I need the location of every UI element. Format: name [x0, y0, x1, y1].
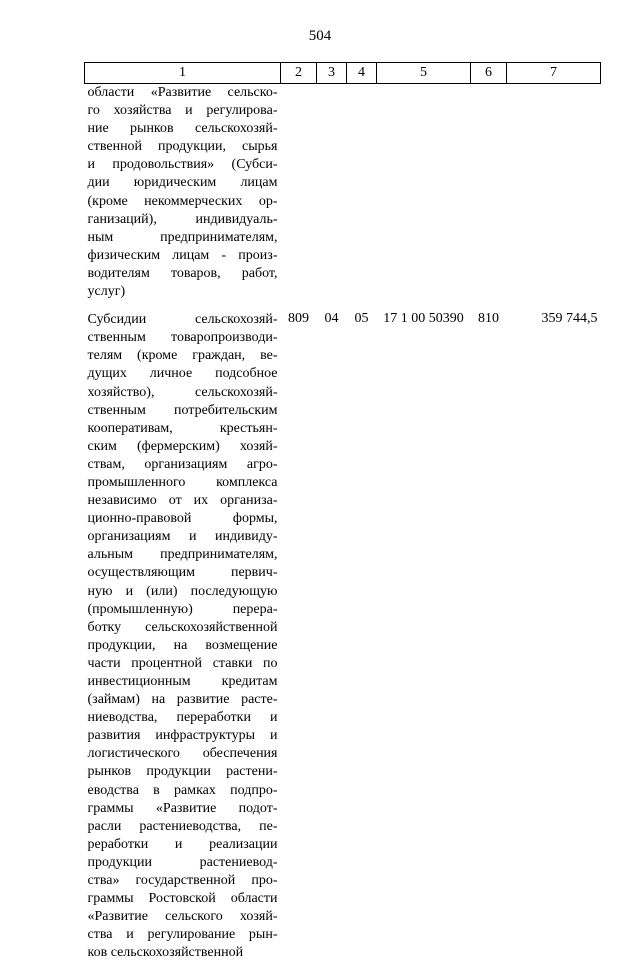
continued-description-line: водителям товаров, работ,: [87, 265, 278, 281]
row-description-line: рынков продукции растени-: [87, 764, 278, 780]
continued-description-line: услуг): [87, 284, 126, 300]
row-col-3: 04: [324, 311, 339, 327]
row-description-line: альным предпринимателям,: [87, 547, 278, 563]
continued-description-line: (кроме некоммерческих ор-: [87, 193, 278, 209]
header-col-7: 7: [507, 63, 601, 84]
table-row: [85, 311, 601, 962]
row-description-line: еводства в рамках подпро-: [87, 782, 278, 798]
row-description-line: кооперативам, крестьян-: [87, 420, 278, 436]
row-col-7: 359 744,5: [541, 311, 598, 327]
continued-description-line: ганизаций), индивидуаль-: [87, 211, 278, 227]
row-description-line: (промышленную) перера-: [87, 601, 278, 617]
row-description-line: ную и (или) последующую: [87, 583, 278, 599]
row-description-line: ков сельскохозяйственной: [87, 945, 244, 961]
row-description-line: инвестиционным кредитам: [87, 674, 278, 689]
row-description-line: ционно-правовой формы,: [87, 511, 278, 527]
row-description-line: граммы «Развитие подот-: [87, 800, 278, 816]
row-description-line: (займам) на развитие расте-: [87, 692, 278, 708]
row-description-line: реработки и реализации: [87, 836, 278, 852]
continued-description-line: физическим лицам - произ-: [87, 247, 278, 263]
header-col-3: 3: [317, 63, 347, 84]
budget-table: [84, 62, 601, 963]
row-col-2: 809: [288, 311, 309, 327]
continued-description-line: и продовольствия» (Субси-: [87, 157, 278, 173]
row-description: [85, 311, 281, 962]
row-description-line: Субсидии сельскохозяй-: [87, 312, 278, 328]
continued-description-line: ственной продукции, сырья: [87, 139, 278, 155]
header-row: [85, 63, 601, 84]
row-description-line: части процентной ставки по: [87, 655, 278, 671]
table-row-continued: [85, 84, 601, 302]
row-description-line: осуществляющим первич-: [87, 565, 278, 581]
row-description-line: ственным товаропроизводи-: [87, 330, 278, 346]
row-description-line: организациям и индивиду-: [87, 529, 278, 545]
row-description-line: ствам, организациям агро-: [87, 456, 278, 472]
header-col-2: 2: [281, 63, 317, 84]
header-col-1: 1: [85, 63, 281, 84]
row-description-line: промышленного комплекса: [87, 474, 278, 490]
page-number: 504: [308, 28, 332, 44]
row-description-line: хозяйство), сельскохозяй-: [87, 384, 278, 400]
row-description-line: расли растениеводства, пе-: [87, 818, 278, 834]
row-col-4: 05: [354, 311, 369, 327]
row-description-line: продукции растениевод-: [87, 854, 278, 870]
row-description-line: независимо от их организа-: [87, 493, 278, 509]
row-description-line: продукции, на возмещение: [87, 637, 278, 653]
continued-description-line: ние рынков сельскохозяй-: [87, 121, 278, 137]
row-description-line: развития инфраструктуры и: [87, 728, 278, 744]
continued-description-line: дии юридическим лицам: [87, 175, 278, 191]
row-col-5: 17 1 00 50390: [383, 311, 464, 327]
header-col-4: 4: [347, 63, 377, 84]
row-description-line: логистического обеспечения: [87, 746, 278, 762]
continued-description-line: ным предпринимателям,: [87, 229, 278, 245]
row-description-line: дущих личное подсобное: [87, 366, 278, 382]
continued-description: [85, 84, 281, 302]
row-description-line: ниеводства, переработки и: [87, 710, 278, 726]
row-description-line: ственным потребительским: [87, 402, 278, 418]
row-description-line: граммы Ростовской области: [87, 891, 278, 907]
row-description-line: телям (кроме граждан, ве-: [87, 348, 278, 364]
row-description-line: ства» государственной про-: [87, 873, 278, 889]
row-col-6: 810: [478, 311, 499, 327]
row-description-line: «Развитие сельского хозяй-: [87, 909, 278, 925]
row-description-line: ства и регулирование рын-: [87, 927, 278, 943]
header-col-6: 6: [471, 63, 507, 84]
header-col-5: 5: [377, 63, 471, 84]
row-description-line: ским (фермерским) хозяй-: [87, 438, 278, 454]
continued-description-line: го хозяйства и регулирова-: [87, 103, 278, 119]
continued-description-line: области «Развитие сельско-: [87, 85, 278, 100]
row-description-line: ботку сельскохозяйственной: [87, 619, 278, 635]
